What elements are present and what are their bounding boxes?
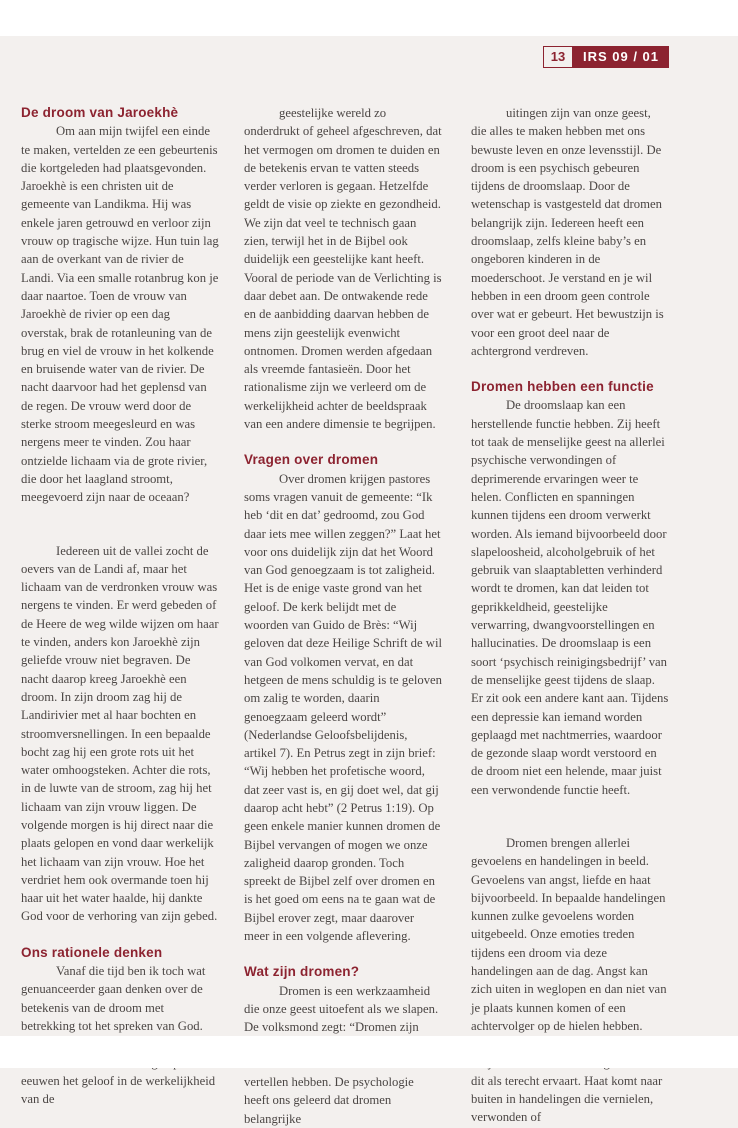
- paragraph: Dromen brengen allerlei gevoelens en handelingen in beeld. Gevoelens van angst, liefde en haat bijvoorbeeld. In bepaalde handelingen kunnen zulke gevoelens worden uitgebeeld. Onze emoties treden tijdens een droom via deze handelingen aan de dag. Angst kan zich uiten in weglopen en dan niet van je plaats kunnen komen of een achtervolger op de hielen hebben. dit als terecht ervaart. Haat komt naar buiten in handelingen die vernielen, verwonden of: [471, 835, 667, 1125]
- paragraph: geestelijke wereld zo onderdrukt of geheel afgeschreven, dat het vermogen om dromen te duiden en de betekenis ervan te vatten steeds verder verloren is gegaan. Hetzelfde geldt de visie op ziekte en gezondheid. We zijn dat veel te technisch gaan zien, terwijl het in de Bijbel ook duidelijk een geestelijke kant heeft. Vooral de periode van de Verlichting is daar debet aan. De ontwakende rede en de aanbidding daarvan hebben de mens zijn geestelijk evenwicht ontnomen. Dromen werden afgedaan als vreemde fantasieën. Door het rationalisme zijn we verleerd om de werkelijkheid achter de beeldspraak van een andere dimensie te begrijpen.: [244, 106, 442, 432]
- top-margin: [0, 0, 738, 36]
- heading-dromen-hebben-een-functie: Dromen hebben een functie: [471, 379, 654, 395]
- paragraph: Dromen is een werkzaamheid die onze geest uitoefent als we slapen. De volksmond zegt: “Dromen zijn vertellen hebben. De psychologie heeft ons geleerd dat dromen belangrijke: [244, 983, 439, 1126]
- paragraph: uitingen zijn van onze geest, die alles te maken hebben met ons bewuste leven en onze levensstijl. De droom is een psychisch gebeuren tijdens de droomslaap. Door de wetenschap is vastgesteld dat dromen belangrijk zijn. Iedereen heeft een droomslaap, zelfs kleine baby’s en ongeboren kinderen in de moederschoot. Je verstand en je wil hebben in een droom geen controle over wat er gebeurt. Het bewustzijn is voor een groot deel naar de achtergrond verdreven.: [471, 106, 664, 358]
- page-header: [543, 46, 669, 68]
- paragraph: Om aan mijn twijfel een einde te maken, vertelden ze een gebeurtenis die kortgeleden had plaatsgevonden. Jaroekhè is een christen uit de gemeente van Landikma. Hij was enkele jaren getrouwd en verloor zijn vrouw op tragische wijze. Hun tuin lag aan de overkant van de rivier de Landi. Via een smalle rotanbrug kon je daar naartoe. Toen de vrouw van Jaroekhè de rivier op een dag overstak, brak de rotanleuning van de brug en viel de vrouw in het kolkende en bruisende water van de rivier. De nacht daarvoor had het geplensd van de regen. De vrouw werd door de sterke stroom meegesleurd en was nergens meer te vinden. Zou haar ontzielde lichaam via de grote rivier, die door het laagland stroomt, meegevoerd zijn naar de oceaan?: [21, 124, 219, 505]
- page-number: 13: [543, 46, 573, 68]
- paragraph: Over dromen krijgen pastores soms vragen vanuit de gemeente: “Ik heb ‘dit en dat’ gedroomd, zou God daar iets mee willen zeggen?” Laat het voor ons duidelijk zijn dat het Woord van God genoegzaam is tot zaligheid. Het is de enige vaste grond van het geloof. De kerk belijdt met de woorden van Guido de Brès: “Wij geloven dat deze Heilige Schrift de wil van God volkomen vervat, en dat hetgeen de mens schuldig is te geloven om zalig te worden, daarin genoegzaam geleerd wordt” (Nederlandse Geloofsbelijdenis, artikel 7). En Petrus zegt in zijn brief: “Wij hebben het profetische woord, dat zeer vast is, en gij doet wel, dat gij daarop acht hebt” (2 Petrus 1:19). Op geen enkele manier kunnen dromen de Bijbel vervangen of mogen we onze zaligheid daarop gronden. Toch spreekt de Bijbel zelf over dromen en is het goed om eens na te gaan wat de Bijbel erover zegt, maar daarover meer in een volgende aflevering.: [244, 471, 443, 944]
- column-3: [471, 104, 669, 1127]
- bottom-margin: [0, 1036, 738, 1068]
- heading-de-droom-van-jaroekhe: De droom van Jaroekhè: [21, 105, 179, 120]
- column-2: [244, 104, 442, 1128]
- paragraph: De droomslaap kan een herstellende functie hebben. Zij heeft tot taak de menselijke geest na allerlei psychische verwondingen of deprimerende ervaringen weer te helen. Conflicten en spanningen kunnen tijdens een droom verwerkt worden. Als iemand bijvoorbeeld door slapeloosheid, alcoholgebruik of het gebruik van slaaptabletten verhinderd wordt te dromen, kan dat leiden tot geprikkeldheid, geestelijke verwarring, dwangvoorstellingen en hallucinaties. De droomslaap is een soort ‘psychisch reinigingsbedrijf’ van de menselijke geest tijdens de slaap. Er zit ook een andere kant aan. Tijdens een depressie kan iemand worden geplaagd met nachtmerries, waardoor de gezonde slaap wordt verstoord en de droom niet een helende, maar juist een verwondende functie heeft.: [471, 398, 669, 797]
- heading-vragen-over-dromen: Vragen over dromen: [244, 452, 379, 468]
- heading-wat-zijn-dromen: Wat zijn dromen?: [244, 964, 360, 980]
- heading-ons-rationele-denken: Ons rationele denken: [21, 944, 163, 960]
- paragraph: Vanaf die tijd ben ik toch wat genuanceerder gaan denken over de betekenis van de droom met betrekking tot het spreken van God. eeuwen het geloof in de werkelijkheid van de: [21, 964, 216, 1107]
- magazine-label: IRS 09 / 01: [573, 46, 669, 68]
- paragraph: Iedereen uit de vallei zocht de oevers van de Landi af, maar het lichaam van de verdronken vrouw was nergens te vinden. Er werd gebeden of de Heere de weg wilde wijzen om haar te vinden, anders kon Jaroekhè zijn geliefde vrouw niet begraven. De nacht daarop kreeg Jaroekhè een droom. In zijn droom zag hij de Landirivier met al haar bochten en stroomversnellingen. In een bepaalde bocht zag hij een grote rots uit het water omhoogsteken. Achter die rots, in de luwte van de stroom, zag hij het lichaam van zijn vrouw liggen. De volgende morgen is hij direct naar die plaats gelopen en vond daar werkelijk het lichaam van zijn vrouw. Hoe het verdriet hem ook overmande toen hij haar uit het water haalde, hij dankte God voor de verhoring van zijn gebed.: [21, 543, 219, 924]
- column-1: [21, 104, 219, 1108]
